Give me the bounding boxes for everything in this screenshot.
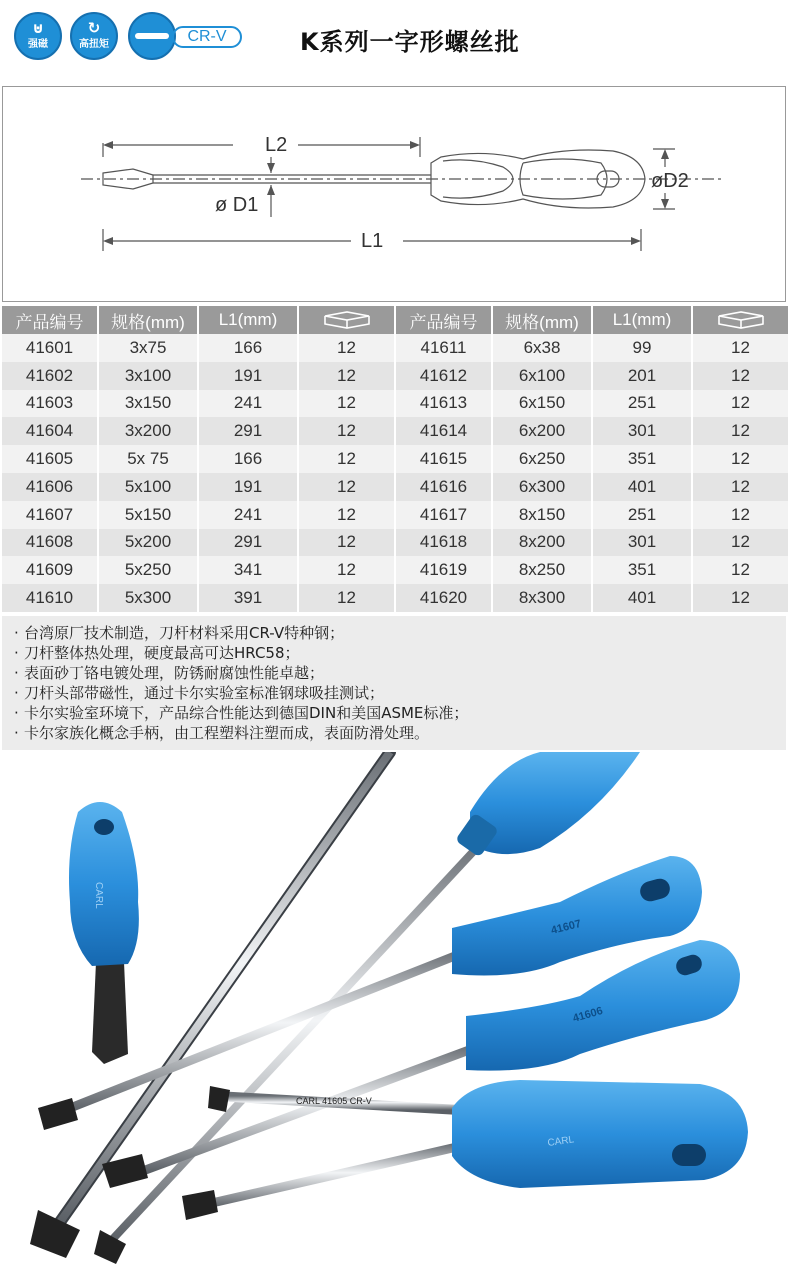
cell-product-code: 41602 (2, 362, 98, 390)
cell-spec: 6x300 (492, 473, 592, 501)
cell-product-code: 41609 (2, 556, 98, 584)
feature-text: 刀杆整体热处理，硬度最高可达HRC58； (24, 644, 300, 662)
cell-spec: 3x150 (98, 390, 198, 418)
cell-box-qty: 12 (692, 584, 788, 612)
torque-badge-label: 高扭矩 (79, 39, 109, 50)
torque-badge (70, 12, 118, 60)
cell-spec: 3x75 (98, 334, 198, 362)
cell-product-code: 41607 (2, 501, 98, 529)
table-body-right (396, 334, 788, 612)
cell-l1: 301 (592, 417, 692, 445)
cell-box-qty: 12 (692, 556, 788, 584)
feature-text: 表面砂丁铬电镀处理，防锈耐腐蚀性能卓越； (24, 664, 325, 682)
cell-box-qty: 12 (692, 445, 788, 473)
screwdrivers-illustration (0, 752, 790, 1266)
cell-spec: 8x150 (492, 501, 592, 529)
cell-spec: 5x200 (98, 529, 198, 557)
box-icon (321, 310, 373, 330)
table-row (396, 556, 788, 584)
l2-label: L2 (265, 134, 288, 156)
handle-label-41607: 41607 (549, 917, 583, 937)
cell-l1: 341 (198, 556, 298, 584)
cell-box-qty: 12 (298, 529, 394, 557)
cell-l1: 166 (198, 445, 298, 473)
feature-item: · 卡尔家族化概念手柄，由工程塑料注塑而成，表面防滑处理。 (14, 724, 430, 742)
cell-l1: 401 (592, 584, 692, 612)
col-product-code: 产品编号 (2, 306, 98, 334)
cell-box-qty: 12 (298, 362, 394, 390)
cell-l1: 291 (198, 417, 298, 445)
cell-product-code: 41603 (2, 390, 98, 418)
cell-box-qty: 12 (692, 362, 788, 390)
table-row (396, 529, 788, 557)
cell-box-qty: 12 (298, 556, 394, 584)
cell-product-code: 41616 (396, 473, 492, 501)
handle-label-41606: 41606 (571, 1004, 605, 1025)
cell-spec: 6x200 (492, 417, 592, 445)
table-row (396, 362, 788, 390)
l1-label: L1 (361, 230, 384, 252)
cell-product-code: 41613 (396, 390, 492, 418)
cell-spec: 5x250 (98, 556, 198, 584)
magnet-icon: ⊍ (31, 19, 45, 37)
page-title: K系列一字形螺丝批 (300, 28, 520, 56)
cell-box-qty: 12 (298, 334, 394, 362)
table-row (396, 334, 788, 362)
spec-table-left (2, 306, 394, 612)
table-row (2, 362, 394, 390)
cell-l1: 351 (592, 556, 692, 584)
cell-l1: 351 (592, 445, 692, 473)
table-row (396, 584, 788, 612)
cell-spec: 3x100 (98, 362, 198, 390)
d1-label: ø D1 (215, 194, 259, 216)
feature-item: · 刀杆头部带磁性，通过卡尔实验室标准钢球吸挂测试； (14, 684, 385, 702)
col-l1: L1(mm) (592, 306, 692, 334)
feature-text: 卡尔家族化概念手柄，由工程塑料注塑而成，表面防滑处理。 (24, 724, 430, 742)
slotted-tip-icon (128, 12, 176, 60)
cell-product-code: 41604 (2, 417, 98, 445)
table-row (2, 390, 394, 418)
crv-badge: CR-V (172, 26, 242, 48)
cell-spec: 6x100 (492, 362, 592, 390)
screwdriver-stubby (69, 802, 139, 1064)
cell-l1: 251 (592, 390, 692, 418)
cell-box-qty: 12 (692, 390, 788, 418)
magnet-badge (14, 12, 62, 60)
table-row (2, 473, 394, 501)
cell-box-qty: 12 (692, 529, 788, 557)
cell-box-qty: 12 (298, 473, 394, 501)
table-body-left (2, 334, 394, 612)
cell-l1: 201 (592, 362, 692, 390)
table-row (2, 556, 394, 584)
cell-spec: 6x250 (492, 445, 592, 473)
feature-item: · 卡尔实验室环境下，产品综合性能达到德国DIN和美国ASME标准； (14, 704, 469, 722)
cell-product-code: 41617 (396, 501, 492, 529)
cell-spec: 5x100 (98, 473, 198, 501)
table-row (2, 584, 394, 612)
table-row (396, 501, 788, 529)
cell-box-qty: 12 (692, 417, 788, 445)
cell-l1: 166 (198, 334, 298, 362)
cell-product-code: 41608 (2, 529, 98, 557)
cell-l1: 391 (198, 584, 298, 612)
magnet-badge-label: 强磁 (28, 39, 48, 50)
cell-box-qty: 12 (298, 390, 394, 418)
col-box-qty (692, 306, 788, 334)
table-header-row (2, 306, 394, 334)
shaft-engraving: CARL 41605 CR-V (296, 1096, 372, 1106)
cell-l1: 301 (592, 529, 692, 557)
cell-box-qty: 12 (692, 501, 788, 529)
cell-l1: 291 (198, 529, 298, 557)
table-row (2, 417, 394, 445)
cell-spec: 8x300 (492, 584, 592, 612)
table-row (2, 334, 394, 362)
cell-box-qty: 12 (298, 445, 394, 473)
front-handle-brand: CARL (546, 1134, 575, 1149)
cell-product-code: 41610 (2, 584, 98, 612)
table-header-row (396, 306, 788, 334)
cell-box-qty: 12 (298, 501, 394, 529)
dimension-diagram (2, 86, 786, 302)
feature-item: · 表面砂丁铬电镀处理，防锈耐腐蚀性能卓越； (14, 664, 325, 682)
torque-icon: ↻ (87, 19, 101, 37)
cell-product-code: 41605 (2, 445, 98, 473)
cell-product-code: 41619 (396, 556, 492, 584)
feature-text: 台湾原厂技术制造，刀杆材料采用CR-V特种钢； (24, 624, 345, 642)
col-spec: 规格(mm) (98, 306, 198, 334)
cell-spec: 3x200 (98, 417, 198, 445)
spec-table-right (396, 306, 788, 612)
cell-product-code: 41614 (396, 417, 492, 445)
feature-text: 卡尔实验室环境下，产品综合性能达到德国DIN和美国ASME标准； (24, 704, 469, 722)
cell-spec: 6x38 (492, 334, 592, 362)
cell-product-code: 41615 (396, 445, 492, 473)
table-row (2, 529, 394, 557)
table-row (2, 445, 394, 473)
cell-product-code: 41620 (396, 584, 492, 612)
feature-text: 刀杆头部带磁性，通过卡尔实验室标准钢球吸挂测试； (24, 684, 385, 702)
feature-item: · 台湾原厂技术制造，刀杆材料采用CR-V特种钢； (14, 624, 345, 642)
table-row (396, 445, 788, 473)
screwdriver-front (182, 1080, 748, 1220)
cell-box-qty: 12 (692, 473, 788, 501)
cell-l1: 99 (592, 334, 692, 362)
cell-l1: 251 (592, 501, 692, 529)
d2-label: øD2 (651, 170, 689, 192)
cell-box-qty: 12 (298, 584, 394, 612)
feature-item: · 刀杆整体热处理，硬度最高可达HRC58； (14, 644, 300, 662)
cell-spec: 6x150 (492, 390, 592, 418)
feature-list (2, 616, 786, 750)
cell-l1: 241 (198, 390, 298, 418)
product-photo (0, 752, 790, 1266)
header (0, 0, 790, 80)
cell-spec: 5x300 (98, 584, 198, 612)
cell-spec: 8x250 (492, 556, 592, 584)
cell-l1: 191 (198, 362, 298, 390)
cell-l1: 241 (198, 501, 298, 529)
table-row (396, 473, 788, 501)
cell-spec: 5x 75 (98, 445, 198, 473)
cell-box-qty: 12 (298, 417, 394, 445)
table-row (396, 390, 788, 418)
col-spec: 规格(mm) (492, 306, 592, 334)
cell-spec: 8x200 (492, 529, 592, 557)
cell-product-code: 41606 (2, 473, 98, 501)
cell-l1: 191 (198, 473, 298, 501)
stubby-brand: CARL (93, 882, 104, 909)
cell-box-qty: 12 (692, 334, 788, 362)
table-row (2, 501, 394, 529)
screwdriver-drawing (3, 87, 785, 301)
col-product-code: 产品编号 (396, 306, 492, 334)
cell-product-code: 41601 (2, 334, 98, 362)
table-row (396, 417, 788, 445)
cell-l1: 401 (592, 473, 692, 501)
box-icon (715, 310, 767, 330)
cell-spec: 5x150 (98, 501, 198, 529)
col-box-qty (298, 306, 394, 334)
col-l1: L1(mm) (198, 306, 298, 334)
cell-product-code: 41612 (396, 362, 492, 390)
cell-product-code: 41618 (396, 529, 492, 557)
cell-product-code: 41611 (396, 334, 492, 362)
